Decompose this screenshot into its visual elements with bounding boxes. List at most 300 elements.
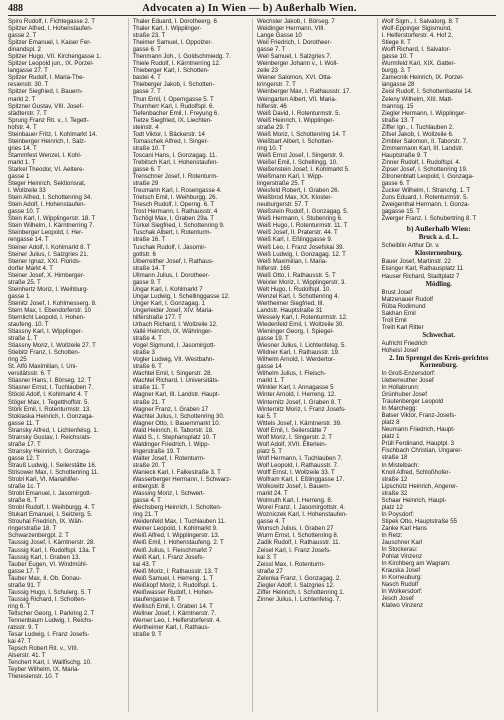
directory-entry: Alserstr. 41. T	[8, 652, 46, 660]
directory-entry: Zamecnik Heinrich, IX. Porzel-	[381, 74, 464, 82]
directory-entry: markt 2. T	[8, 95, 36, 103]
directory-entry: Strauß Ludwig, I. Seilerstätte 16.	[8, 461, 97, 469]
directory-entry: Triesch Rudolf, I. Operng. 6. T	[132, 201, 215, 209]
directory-entry: Weiß Alfred, I. Wipplingerstr. 13.	[132, 532, 220, 540]
directory-entry: straße 21. T	[132, 398, 166, 406]
directory-entry: Wessely Karl, I. Rotenturmstr. 12.	[257, 313, 348, 321]
directory-entry: lingerstraße 25. T	[257, 180, 305, 188]
directory-entry: hilferstr. 46	[257, 102, 287, 110]
directory-entry: Ungar Karl, I. Kohlmarkt 7	[132, 285, 203, 293]
directory-entry: Wagner Otto, I. Bauernmarkt 10.	[132, 419, 221, 427]
directory-entry: Zadik Rudolf, I. Rathausstr. 11.	[257, 539, 341, 547]
directory-entry: Nasch Rudolf	[381, 581, 419, 589]
directory-entry: kai 5. T	[257, 412, 277, 420]
directory-entry: ringerstraße 18. T	[8, 525, 57, 533]
directory-entry: gasse 12. T	[8, 454, 40, 462]
directory-entry: Krauska Josef	[381, 567, 421, 575]
directory-entry: Theimer Samuel, I. Oppolzer-	[132, 39, 213, 47]
directory-entry: Wolfram Karl, I. Eßlinggasse 17.	[257, 476, 345, 484]
directory-entry: Stiassny Karl, I. Wipplinger-	[8, 328, 83, 336]
directory-entry: Wurmfeld Karl, XIX. Gatter-	[381, 60, 456, 68]
directory-entry: Taussig Josef, I. Kärntnerstr. 28.	[8, 539, 96, 547]
directory-entry: Zuns Eduard, I. Rotenturmstr. 5.	[381, 194, 469, 202]
directory-entry: mannsg. 15	[381, 102, 414, 110]
directory-entry: enbergstr. 8	[132, 483, 165, 491]
directory-entry: Weißel Emil, I. Schellingg. 10.	[257, 158, 338, 166]
directory-entry: Wolmuth Karl, I. Herreng. 8.	[257, 497, 333, 505]
directory-entry: Matzenauer Rudolf	[381, 295, 433, 303]
directory-entry: gagasse 15. T	[381, 208, 421, 216]
directory-entry: Thenmann Joh., I. Goldschmiedg. 7.	[132, 53, 231, 61]
directory-entry: Steiner Josef, X. Himberger-	[8, 271, 85, 279]
directory-entry: staufengasse 8. T	[132, 595, 181, 603]
directory-entry: Ueberreuther Josef	[381, 376, 434, 384]
directory-entry: Weinberger Johann v., I. Woll-	[257, 60, 339, 68]
directory-entry: ratsstr. 9. T	[8, 624, 39, 632]
directory-entry: Zucker Wilhelm, I. Stranchg. 1. T	[381, 187, 471, 195]
directory-entry: Trietsch Emil, I. Weihburgg. 26.	[132, 194, 218, 202]
directory-entry: straße 25. T	[8, 278, 41, 286]
directory-entry: ring 6. T	[8, 602, 31, 610]
directory-entry: Urbach Richard, I. Wollzeile 12.	[132, 321, 218, 329]
directory-entry: straße 17. T	[8, 440, 41, 448]
directory-entry: Weiß Josef, II. Praterstr. 44. T	[257, 229, 338, 237]
directory-entry: Weiß Maximilian, I. Maria-	[257, 257, 328, 265]
directory-entry: Neumann Friedrich, Haupt-	[381, 426, 455, 434]
directory-entry: Weiß Otto, I. Rathausstr. 5. T	[257, 271, 336, 279]
directory-entry: gasse 6. T	[132, 46, 161, 54]
directory-entry: Zweigenthal Hermann, I. Gonza-	[381, 201, 470, 209]
directory-entry: Störk Emil, I. Rotenturmstr. 13.	[8, 405, 91, 413]
directory-entry: Strobl Karl, VI. Mariahilfer-	[8, 476, 80, 484]
directory-entry: Thaler Karl, I. Wipplinger-	[132, 25, 202, 33]
directory-entry: Wunsch Julius, I. Graben 27	[257, 525, 334, 533]
directory-entry: Teltscher Georg, I. Parkring 2. T	[8, 609, 95, 617]
directory-entry: Weiß Ernst Josef, I. Singerstr. 9.	[257, 151, 345, 159]
directory-entry: Wenzel Karl, I. Schottenring 4.	[257, 292, 340, 300]
directory-entry: straße 4. T	[132, 335, 162, 343]
place-heading: 2. Im Sprengel des Kreis-gerichtes Korneuburg.	[389, 354, 489, 369]
directory-entry: Winter Arnold, I. Herreng. 12.	[257, 391, 336, 399]
directory-entry: gasse 10. T	[8, 208, 40, 216]
directory-entry: Zinner Julius, I. Lichtenfelsg. 7.	[257, 595, 342, 603]
directory-entry: hofstr. 4. T	[8, 123, 37, 131]
directory-entry: In Hollabrunn:	[381, 384, 420, 392]
directory-entry: Wolf-Eppinger Sigismund,	[381, 25, 452, 33]
directory-entry: Wurm Ernst, I. Schottenring 8.	[257, 532, 339, 540]
directory-entry: gasse 7. T	[132, 88, 161, 96]
directory-entry: straße 6. T	[132, 363, 162, 371]
directory-entry: Ziegler Hermann, I. Wipplinger-	[381, 109, 467, 117]
directory-entry: Tuschak Rudolf, I. Jasomir-	[132, 243, 207, 251]
directory-entry: Wittels Josef, I. Kärntnerstr. 39.	[257, 419, 342, 427]
directory-entry: Stein Adolf, I. Hohenstaufen-	[8, 201, 86, 209]
directory-entry: Wertheimer Karl, I. Rathaus-	[132, 624, 210, 632]
directory-entry: Worel Franz, I. Jasomirgottstr. 4.	[257, 504, 345, 512]
directory-entry: Sternlicht Leopold, I. Hohen-	[8, 313, 86, 321]
directory-entry: Weiß Samuel, I. Herreng. 1. T	[132, 574, 214, 582]
directory-entry: Stöckl Adolf, I. Kohlmarkt 4. T	[8, 391, 88, 399]
directory-entry: Weißmann Karl, I. Wipp-	[257, 173, 324, 181]
directory-entry: In Groß-Enzersdorf:	[381, 369, 436, 377]
directory-entry: Wolff Ernst, I. Wollzeile 33. T	[257, 469, 335, 476]
directory-entry: Stoklaska Heinrich, I. Gonzaga-	[8, 412, 94, 420]
directory-entry: Weil Friedrich, I. Dorotheer-	[257, 39, 332, 47]
directory-entry: Spitzer Rudolf, I. Maria-The-	[8, 74, 85, 82]
directory-entry: Stipek Otto, Hauptstraße 55	[381, 517, 458, 525]
directory-entry: Starkel Theodor, VI. Aeltere-	[8, 165, 85, 173]
directory-entry: Wasserberger Hermann, I. Schwarz-	[132, 476, 232, 484]
directory-entry: straße 29	[132, 180, 159, 188]
directory-entry: Wald Heinrich, II. Taborstr. 18.	[132, 426, 214, 434]
directory-entry: Todt Viktor, I. Bäckerstr. 14	[132, 130, 205, 138]
directory-entry: Wolf Sigm., I. Salvatorg. 8. T	[381, 18, 459, 25]
directory-entry: In Kirchberg am Wagram:	[381, 560, 451, 568]
directory-entry: Waldinger Friedrich, I. Wipp-	[132, 440, 210, 448]
directory-entry: Wilhelm Julius, I. Fleisch-	[257, 370, 326, 378]
directory-entry: Vogel Sigmund, I. Jasomirgott-	[132, 342, 216, 350]
directory-entry: Ziffer Heinrich, I. Schottenring 1.	[257, 588, 345, 596]
directory-entry: Strobl Emanuel, I. Jasomirgott-	[8, 490, 92, 498]
directory-entry: Zelenka Franz, I. Gonzagag. 2.	[257, 574, 342, 582]
columns-container	[8, 18, 496, 712]
directory-entry: Zimbler Salomon, II. Taborstr. 7.	[381, 137, 468, 145]
directory-entry: straße 16. T	[132, 236, 166, 244]
directory-entry: Strisower Max, I. Schottenring 11.	[8, 469, 99, 476]
directory-entry: Weil Samuel, I. Salzgries 7.	[257, 53, 332, 61]
directory-entry: Ungerleider Josef, XIV. Maria-	[132, 306, 214, 314]
directory-entry: Steinberger Leopold, I. Her-	[8, 229, 84, 237]
directory-entry: Spitzer Siegfried, I. Bauern-	[8, 88, 83, 96]
directory-entry: Wanieck Karl, I. Falkestraße 3. T	[132, 469, 221, 476]
directory-entry: In Mistelbach:	[381, 461, 420, 469]
directory-entry: St. Alfö Maximilian, I. Uni-	[8, 363, 78, 371]
directory-entry: Tschögl Max, I. Graben 29a. T	[132, 215, 215, 223]
directory-entry: Stiasner Ernst, I. Tuchlauben 7.	[8, 384, 94, 392]
column-1	[8, 18, 123, 712]
directory-entry: langasse 28	[381, 81, 415, 89]
directory-entry: Weiß Emil, I. Hohenstaufeng. 2. T	[132, 539, 224, 547]
directory-entry: markt 1. T	[8, 158, 36, 166]
directory-entry: Stransky Alfred, I. Lichtenfelsg. 1.	[8, 426, 99, 434]
directory-entry: Wertheimer Siegfried, III.	[257, 299, 325, 307]
page-number: 488	[8, 3, 23, 14]
directory-entry: Stiassny Moriz, I. Wollzeile 27. T	[8, 342, 96, 350]
directory-entry: In Korneuburg:	[381, 574, 422, 582]
directory-entry: Pohlat Vinzenz	[381, 553, 423, 561]
directory-entry: hilferstraße 177. T	[132, 313, 182, 321]
directory-entry: Thieberger Karl, I. Schotten-	[132, 67, 210, 75]
directory-entry: Thieberger Jakob, I. Schotten-	[132, 81, 215, 89]
directory-entry: Ullmann Julius, I. Dorotheer-	[132, 271, 210, 279]
directory-entry: Spitzner Gustav, VIII. Josef-	[8, 102, 84, 110]
directory-entry: Hauser Richard, Stadtplatz 7	[381, 272, 460, 280]
directory-entry: Winternitz Josef, I. Graben 8. T	[257, 398, 342, 406]
directory-entry: Prüll Ferdinand, Hauptpl. 3	[381, 440, 454, 448]
directory-entry: Steiner Adolf, I. Kohlmarkt 8. T	[8, 243, 91, 251]
directory-entry: Vogler Ludwig, VII. Westbahn-	[132, 356, 215, 364]
directory-entry: In Marchegg:	[381, 405, 418, 413]
directory-entry: Weiß Hermann, I. Stubenring 6.	[257, 215, 343, 223]
directory-entry: Weißbrod Max, XX. Kloster-	[257, 194, 333, 202]
directory-entry: Tietze Siegfried, IX. Liechten-	[132, 116, 213, 124]
directory-entry: Weiß Julius, I. Fleischmarkt 7	[132, 546, 212, 554]
directory-entry: Wieninger Georg, I. Spiegel-	[257, 328, 334, 336]
directory-entry: Taussig Karl, I. Graben 13.	[8, 553, 81, 561]
directory-entry: Spitzer Leopold jun., IX. Porzel-	[8, 60, 94, 68]
directory-entry: Wechsler Jakob, I. Börseg. 7	[257, 18, 335, 25]
directory-entry: Lipschütz Heinrich, Angerer-	[381, 482, 459, 490]
directory-entry: Zimmermann Karl, III. Landstr.	[381, 144, 464, 152]
directory-entry: straße 9. T	[132, 631, 162, 639]
directory-entry: Wellner Josef, I. Kärntnerstr. 7.	[132, 609, 217, 617]
directory-entry: Weixler Moriz, I. Wipplingerstr. 3.	[257, 278, 346, 286]
directory-entry: Brust Josef	[381, 288, 412, 296]
directory-entry: Strobl Rudolf, I. Weihburgg. 4. T	[8, 504, 95, 512]
directory-entry: Trost Hermann, I. Rathausstr. 4	[132, 208, 218, 216]
directory-entry: Wolff Richard, I. Salvator-	[381, 46, 451, 54]
directory-entry: Thiele Rudolf, I. Kärntnerring 12.	[132, 60, 221, 68]
directory-entry: Klatwo Vinzenz	[381, 602, 424, 610]
directory-entry: straße 20. T	[132, 461, 166, 469]
directory-entry: Steiner Julius, I. Salzgries 21.	[8, 250, 89, 258]
directory-entry: gasse 11. T	[8, 419, 40, 427]
directory-entry: Winkler Karl, I. Annagasse 5	[257, 384, 334, 392]
directory-entry: platz 1	[381, 433, 400, 441]
directory-entry: gasse 2. T	[8, 32, 37, 40]
directory-entry: Weiß Moriz, I. Schottenring 14. T	[257, 130, 346, 138]
directory-entry: platz 5. T	[257, 447, 282, 455]
directory-entry: Knoll Alfred, Schloßhofer-	[381, 468, 451, 476]
directory-entry: Türkel Siegfried, I. Schottenring 9.	[132, 222, 225, 230]
directory-entry: Wald S., I. Stephansplatz 10. T	[132, 433, 217, 441]
place-heading: Schwechat.	[422, 331, 456, 339]
directory-entry: Weiner Salomon, XVI. Otta-	[257, 74, 333, 82]
directory-entry: Zeissl Max, I. Rotenturm-	[257, 560, 326, 568]
directory-entry: Wolkowitz Josef, I. Bauern-	[257, 483, 331, 491]
directory-entry: gasse 6. T	[132, 165, 161, 173]
directory-entry: Fischbach Christian, Ungarer-	[381, 447, 463, 455]
directory-entry: Zifsel Jakob, I. Wollzeile 6.	[381, 130, 454, 138]
directory-entry: Weißbart Albert, I. Schotten-	[257, 137, 334, 145]
directory-entry: bastei 4. T	[132, 74, 161, 82]
directory-entry: Weingarten Albert, VII. Maria-	[257, 95, 337, 103]
directory-entry: Toscani Hans, I. Gonzagag. 11.	[132, 151, 218, 159]
directory-entry: Tauber Eugen, VI. Windmühl-	[8, 560, 88, 568]
directory-entry: I. Helferstorferstr. 4. Hof 2,	[381, 32, 453, 40]
directory-entry: In Stockerau:	[381, 546, 418, 554]
directory-entry: Troll Emil	[381, 316, 407, 324]
directory-entry: Trebitsch Karl, I. Hohenstaufen-	[132, 158, 219, 166]
directory-entry: Aufricht Friedrich	[381, 339, 428, 347]
directory-entry: Zanke Karl Hans	[381, 524, 427, 532]
directory-entry: Theresienstr. 10. T	[8, 673, 59, 681]
directory-entry: straße 11. T	[132, 384, 165, 392]
directory-entry: Strouhal Friedrich, IX. Wäh-	[8, 518, 84, 526]
directory-entry: Ungar Ludwig, I. Schellinggasse 12.	[132, 292, 230, 300]
directory-entry: Sprung Franz Rit. v., I. Tegett-	[8, 116, 89, 124]
page-header	[8, 3, 496, 16]
directory-entry: straße 23. T	[132, 32, 166, 40]
directory-entry: ring 25	[8, 356, 27, 364]
directory-entry: Spitzer Hugo, VII. Kirchengasse 1.	[8, 53, 102, 61]
directory-entry: straße 18	[381, 454, 408, 462]
directory-entry: Tenchert Karl, I. Wallfischg. 10.	[8, 659, 92, 667]
directory-entry: Weiß Hugo, I. Rotenturmstr. 11. T	[257, 222, 348, 230]
directory-entry: In Wolkersdorf:	[381, 588, 423, 596]
directory-entry: Vallé Heinrich, IX. Währinger-	[132, 328, 213, 336]
directory-entry: Schwarzenbergpl. 2. T	[8, 532, 69, 540]
directory-entry: Wolf Leopold, I. Rathausstr. 7.	[257, 461, 339, 469]
directory-entry: gasse 4. T	[132, 497, 161, 505]
directory-entry: Spitzer Alfred, I. Hohenstaufen-	[8, 25, 93, 33]
directory-entry: burgg. 3. T	[381, 67, 411, 75]
directory-entry: In Poysdorf:	[381, 510, 415, 518]
directory-entry: gries 14. T	[8, 144, 37, 152]
directory-entry: Treitl Karl Ritter	[381, 323, 424, 331]
directory-entry: Stiasner Hans, I. Börseg. 12. T	[8, 377, 92, 385]
place-heading: Bruck a. d. L.	[418, 234, 459, 242]
directory-entry: Tennenbaum Ludwig, I. Reichs-	[8, 616, 94, 624]
column-2	[128, 18, 248, 712]
place-heading: Mödling.	[425, 280, 452, 288]
directory-entry: gasse 1	[8, 173, 30, 181]
directory-entry: Teyber Wilhelm, IX. Maria-	[8, 666, 80, 674]
directory-entry: Jesch Josef	[381, 595, 414, 603]
directory-entry: Taussig Richard, I. Schotten-	[8, 595, 86, 603]
directory-entry: kai 43. T	[132, 560, 156, 568]
directory-entry: Welt Hugo, I. Rudolfspl. 10.	[257, 285, 332, 293]
directory-entry: Landstr. Hauptstraße 31	[257, 306, 323, 314]
directory-entry: Weiß Heinrich, I. Wipplinger-	[257, 116, 335, 124]
directory-entry: Weiß Ludwig, I. Gonzagag. 12. T	[257, 250, 346, 258]
directory-entry: Weiß Leo, I. Franz Josefskai 39.	[257, 243, 345, 251]
directory-entry: Zeisl Rudolf, I. Schottenbastei 14.	[381, 88, 473, 96]
directory-entry: Steiner Ignaz, XXI. Florids-	[8, 257, 81, 265]
directory-entry: Bauer Josef, Martinstr. 22	[381, 258, 451, 266]
directory-entry: Tiefenbacher Emil, I. Freyung 6.	[132, 109, 219, 117]
directory-entry: Stiege II. T	[381, 39, 411, 47]
directory-entry: Wachtel Richard, I. Universitäts-	[132, 377, 220, 385]
directory-entry: Steinhertz Moriz, I. Weihburg-	[8, 285, 89, 293]
directory-entry: Lange Gasse 10	[257, 32, 302, 40]
directory-entry: Steinberger Heinrich, I. Salz-	[8, 137, 86, 145]
place-heading: Klosterneuburg.	[414, 250, 463, 258]
directory-entry: Stein Karl, I. Wipplingerstr. 18. T	[8, 215, 96, 223]
directory-entry: straße 6. T	[8, 497, 38, 505]
directory-entry: Tomaschek Alfred, I. Singer-	[132, 137, 209, 145]
directory-entry: Tauber Max, II. Ob. Donau-	[8, 574, 82, 582]
directory-entry: Ziegler Adolf, I. Salzgries 12.	[257, 581, 335, 589]
directory-entry: Stiebitz Franz, I. Schotten-	[8, 349, 80, 357]
directory-entry: In Retz:	[381, 532, 403, 539]
directory-entry: Weißkopf Moriz, I. Rudolfspl. 1.	[132, 581, 218, 589]
directory-entry: Stukart Emanuel, I. Seitzerg. 5.	[8, 511, 93, 519]
directory-entry: Wellisch Emil, I. Graben 14. T	[132, 602, 213, 610]
directory-entry: markt 24. T	[257, 490, 288, 498]
directory-entry: gasse 7. T	[257, 46, 286, 54]
directory-entry: straße 29. T	[257, 123, 290, 131]
directory-entry: straße 1c. T	[8, 483, 41, 491]
directory-entry: I. Wollzeile 33	[8, 187, 46, 195]
directory-entry: Weißstein Rudolf, I. Gonzagag. 5.	[257, 208, 349, 216]
directory-entry: steinstr. 4	[132, 123, 159, 131]
directory-entry: Stammfest Wenzel, I. Kohl-	[8, 151, 82, 159]
directory-entry: Thaler Eduard, I. Dorotheerg. 6	[132, 18, 217, 25]
directory-entry: straße 14. T	[132, 264, 166, 272]
directory-entry: Eisinger Karl, Rathausplatz 11	[381, 265, 464, 273]
directory-entry: Winternitz Moriz, I. Franz Josefs-	[257, 405, 347, 413]
directory-entry: Thun Emil, I. Operngasse 5. T	[132, 95, 214, 103]
directory-entry: Weiß Karl, I. Eßlinggasse 9.	[257, 236, 333, 244]
directory-entry: neuburgerstr. 57. T	[257, 201, 309, 209]
directory-entry: Uiberreither Josef, I. Rathaus-	[132, 257, 214, 265]
directory-entry: markt 1. T	[257, 377, 285, 385]
directory-entry: Steinbauer Fritz, I. Kohlmarkt 14.	[8, 130, 98, 138]
directory-entry: staufeng. 10. T	[8, 321, 49, 329]
directory-entry: Spitzer Emanuel, I. Kaiser Fer-	[8, 39, 92, 47]
directory-entry: Wozniczek Karl, I. Hohenstaufen-	[257, 511, 348, 519]
directory-entry: Balser Viktor, Franz-Josefs-	[381, 412, 457, 420]
directory-entry: gottstr. 6	[132, 250, 156, 258]
directory-entry: städterstr. 7. T	[8, 109, 47, 117]
directory-entry: Wiesner Julius, I. Lichtenfelsg. 5.	[257, 342, 347, 350]
directory-entry: Weidinger Hermann, VIII.	[257, 25, 326, 33]
directory-entry: Wolf Moriz, I. Singerstr. 2. T	[257, 433, 332, 441]
directory-entry: Scheiblin Arthur Dr. v.	[381, 242, 440, 250]
directory-entry: Stransky Heinrich, I. Gonzaga-	[8, 447, 91, 455]
directory-entry: Zipser Josef, I. Schottenring 19.	[381, 165, 468, 173]
directory-entry: Treumann Karl, I. Rosengasse 4.	[132, 187, 222, 195]
directory-entry: straße 91. T	[8, 581, 41, 589]
directory-entry: Zitronenblatt Leopold, I. Gonzaga-	[381, 173, 474, 181]
directory-entry: platz 8	[381, 419, 400, 427]
directory-entry: Wolf Emil, I. Seilerstätte 7	[257, 426, 327, 434]
directory-entry: Jauschner Karl	[381, 539, 423, 547]
directory-entry: kai 47. T	[8, 638, 32, 646]
directory-entry: platz 12	[381, 503, 403, 511]
directory-entry: straße 3	[132, 349, 155, 357]
directory-entry: Wolf Hermann, I. Tuchlauben 7.	[257, 454, 343, 462]
directory-entry: Taussig Karl, I. Rudolfspl. 13a. T	[8, 546, 96, 554]
directory-entry: Wachtel Emil, I. Singerstr. 28.	[132, 370, 213, 378]
directory-entry: gasse 6. T	[381, 180, 410, 188]
directory-entry: Stern Max, I. Ebendorferstr. 10	[8, 306, 91, 314]
directory-entry: straße 32	[381, 489, 408, 497]
directory-entry: Weiß Karl, I. Franz Josefs-	[132, 553, 205, 561]
directory-entry: straße 27	[257, 567, 283, 575]
directory-entry: Spiro Rudolf, I. Fichtegasse 2. T	[8, 18, 95, 25]
directory-entry: Weißwasser Rudolf, I. Hohen-	[132, 588, 214, 596]
directory-entry: Stein Wilhelm, I. Kärntnerring 7.	[8, 222, 95, 230]
directory-entry: dinandspl. 2	[8, 46, 41, 54]
directory-entry: kringerstr. 7. T	[257, 81, 296, 89]
directory-entry: Sakhan Emil	[381, 309, 416, 317]
directory-entry: Unger Karl, I. Gonzagag. 1	[132, 299, 205, 307]
directory-entry: Zeleny Wilhelm, XIII. Matt-	[381, 95, 453, 103]
directory-entry: Weinberger Max, I. Rathausstr. 17.	[257, 88, 352, 96]
directory-entry: kai 3. T	[257, 553, 277, 561]
directory-entry: straße 12	[381, 475, 408, 483]
section-heading: b) Außerhalb Wien:	[406, 224, 471, 234]
directory-entry: Zwerger Franz, I. Schubertring 8. T	[381, 215, 477, 223]
directory-entry: Schaar Heinrich, Haupt-	[381, 496, 447, 504]
directory-entry: straße 1. T	[8, 335, 38, 343]
directory-entry: Zinner Rudolf, I. Rudolfspl. 4.	[381, 158, 461, 166]
directory-entry: Taussig Hugo, I. Schulerg. 5. T	[8, 588, 92, 596]
directory-entry: Wassing Moriz, I. Schwert-	[132, 490, 205, 498]
page-title: Advocaten a) In Wien — b) Außerhalb Wien.	[142, 3, 357, 14]
